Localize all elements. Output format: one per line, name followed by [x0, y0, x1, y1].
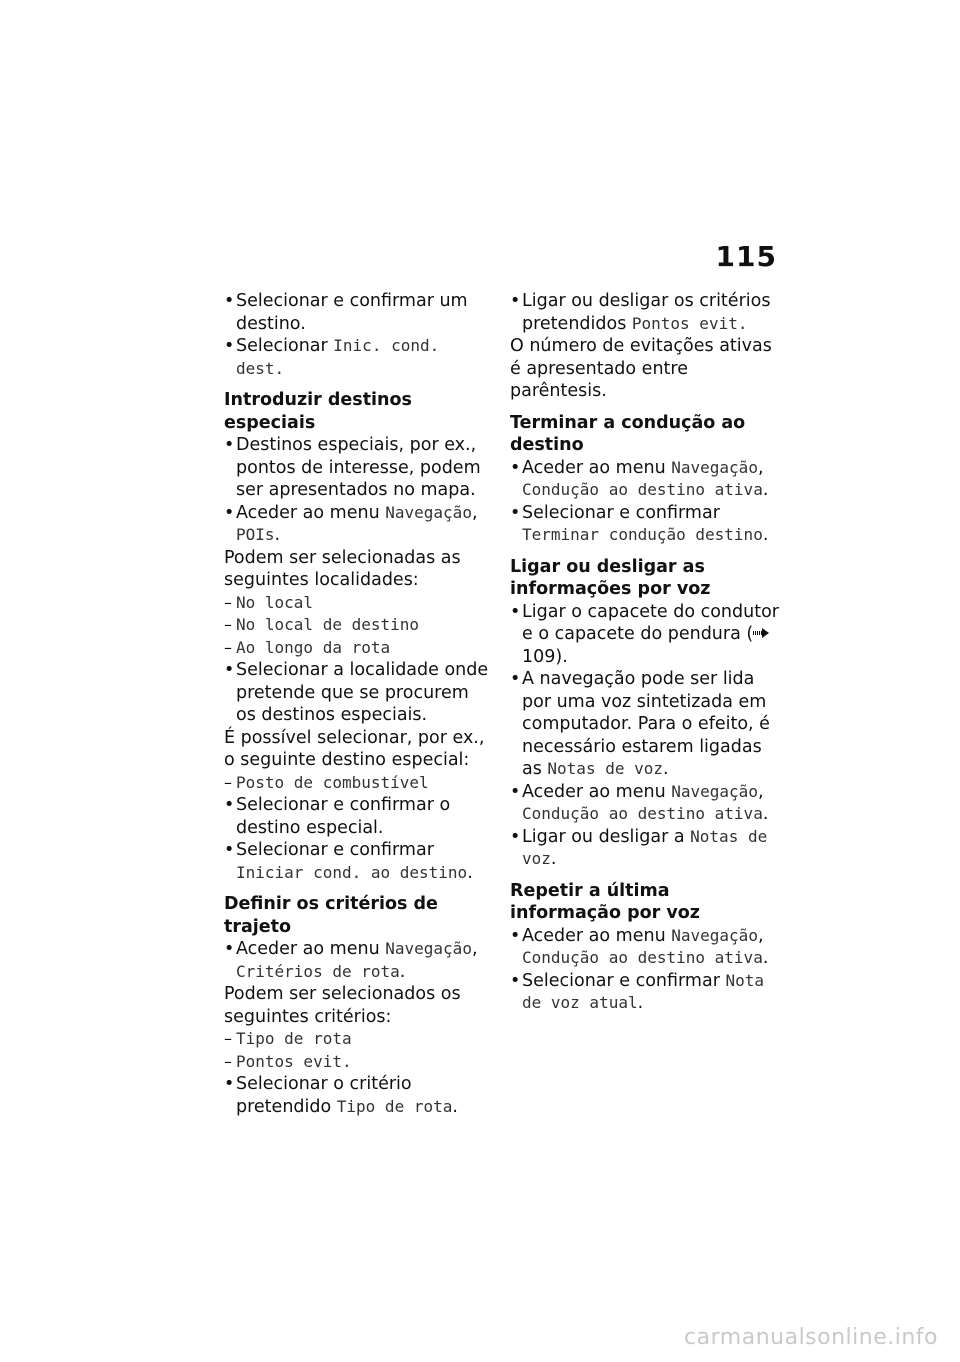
list-item: • Aceder ao menu Navegação, POIs. — [224, 502, 490, 547]
list-item: • Ligar ou desligar a Notas de voz. — [510, 826, 780, 871]
option-item: – Pontos evit. — [224, 1051, 490, 1074]
option-item: – Posto de combustível — [224, 772, 490, 795]
option-item: – Ao longo da rota — [224, 637, 490, 660]
list-item: • Ligar ou desligar os critérios pretendidos Pontos evit. — [510, 290, 780, 335]
list-item: • Destinos especiais, por ex., pontos de interesse, podem ser apresentados no mapa. — [224, 434, 490, 502]
list-item: • Aceder ao menu Navegação, Condução ao destino ativa. — [510, 925, 780, 970]
list-item: • Selecionar Inic. cond. dest. — [224, 335, 490, 380]
list-item: • Selecionar o critério pretendido Tipo de rota. — [224, 1073, 490, 1118]
list-item: • Selecionar e confirmar um destino. — [224, 290, 490, 335]
watermark: carmanualsonline.info — [684, 1325, 938, 1350]
paragraph: Podem ser selecionados os seguintes critérios: — [224, 984, 461, 1027]
list-item: • Selecionar a localidade onde pretende que se procurem os destinos especiais. — [224, 659, 490, 727]
page-reference-link[interactable]: 109 — [522, 646, 556, 667]
option-item: – No local de destino — [224, 614, 490, 637]
section-heading: Terminar a condução ao destino — [510, 412, 746, 455]
section-heading: Definir os critérios de trajeto — [224, 894, 438, 937]
list-item: • Aceder ao menu Navegação, Condução ao destino ativa. — [510, 781, 780, 826]
option-item: – No local — [224, 592, 490, 615]
page-reference-arrow-icon — [753, 628, 769, 638]
list-item: • Selecionar e confirmar o destino especial. — [224, 794, 490, 839]
right-column — [510, 290, 780, 1015]
left-column — [224, 290, 490, 1118]
section-heading: Repetir a última informação por voz — [510, 880, 700, 923]
list-item: • Aceder ao menu Navegação, Critérios de rota. — [224, 938, 490, 983]
list-item: • Selecionar e confirmar Terminar condução destino. — [510, 502, 780, 547]
paragraph: Podem ser selecionadas as seguintes localidades: — [224, 547, 461, 590]
page-number: 115 — [715, 240, 777, 273]
option-item: – Tipo de rota — [224, 1028, 490, 1051]
paragraph: É possível selecionar, por ex., o seguinte destino especial: — [224, 727, 485, 770]
list-item: • Selecionar e confirmar Nota de voz atual. — [510, 970, 780, 1015]
paragraph: O número de evitações ativas é apresentado entre parêntesis. — [510, 336, 772, 401]
section-heading: Ligar ou desligar as informações por voz — [510, 556, 711, 599]
section-heading: Introduzir destinos especiais — [224, 390, 412, 433]
list-item: • Selecionar e confirmar Iniciar cond. ao destino. — [224, 839, 490, 884]
list-item: • Aceder ao menu Navegação, Condução ao destino ativa. — [510, 457, 780, 502]
list-item: • A navegação pode ser lida por uma voz sintetizada em computador. Para o efeito, é necessário estarem ligadas as Notas de voz. — [510, 668, 780, 781]
list-item: • Ligar o capacete do condutor e o capacete do pendura ( 109). — [510, 601, 780, 669]
